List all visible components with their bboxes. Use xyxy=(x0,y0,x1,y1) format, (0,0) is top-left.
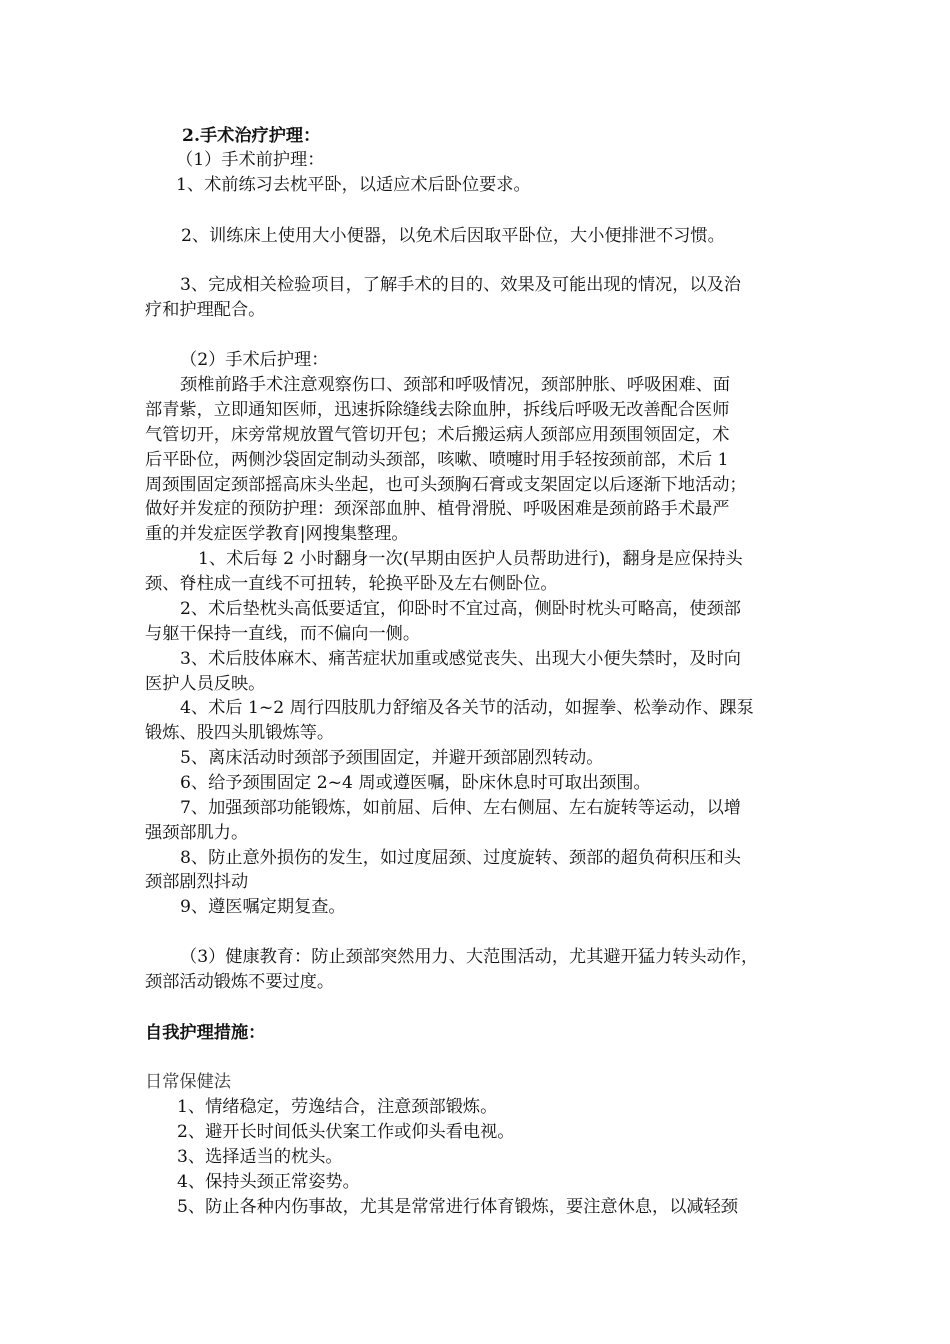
post-op-item-5: 5、离床活动时颈部予颈围固定，并避开颈部剧烈转动。 xyxy=(180,748,604,768)
post-op-item-1-line-1: 1、术后每 2 小时翻身一次(早期由医护人员帮助进行)，翻身是应保持头 xyxy=(198,549,743,569)
pre-op-heading: （1）手术前护理： xyxy=(176,150,325,170)
post-op-intro-line: 做好并发症的预防护理：颈深部血肿、植骨滑脱、呼吸困难是颈前路手术最严 xyxy=(145,499,730,519)
post-op-item-9: 9、遵医嘱定期复查。 xyxy=(180,897,346,917)
post-op-item-2-line-2: 与躯干保持一直线，而不偏向一侧。 xyxy=(145,624,421,644)
daily-care-item: 1、情绪稳定，劳逸结合，注意颈部锻炼。 xyxy=(177,1097,498,1117)
post-op-intro-line: 气管切开，床旁常规放置气管切开包；术后搬运病人颈部应用颈围领固定，术 xyxy=(145,425,730,445)
post-op-item-7-line-1: 7、加强颈部功能锻炼，如前屈、后伸、左右侧屈、左右旋转等运动，以增 xyxy=(180,798,741,818)
pre-op-item-1: 1、术前练习去枕平卧，以适应术后卧位要求。 xyxy=(176,175,531,195)
post-op-item-4-line-2: 锻炼、股四头肌锻炼等。 xyxy=(145,723,335,743)
post-op-intro-line: 重的并发症医学教育|网搜集整理。 xyxy=(145,524,409,544)
pre-op-item-2: 2、训练床上使用大小便器，以免术后因取平卧位，大小便排泄不习惯。 xyxy=(181,226,725,246)
post-op-item-4-line-1: 4、术后 1~2 周行四肢肌力舒缩及各关节的活动，如握拳、松拳动作、踝泵 xyxy=(180,698,754,718)
post-op-heading: （2）手术后护理： xyxy=(180,350,329,370)
daily-care-item: 3、选择适当的枕头。 xyxy=(177,1147,343,1167)
post-op-intro-line: 周颈围固定颈部摇高床头坐起，也可头颈胸石膏或支架固定以后逐渐下地活动； xyxy=(145,475,747,495)
self-care-title: 自我护理措施： xyxy=(145,1023,266,1043)
post-op-item-2-line-1: 2、术后垫枕头高低要适宜，仰卧时不宜过高，侧卧时枕头可略高，使颈部 xyxy=(180,599,741,619)
post-op-intro-line: 颈椎前路手术注意观察伤口、颈部和呼吸情况，颈部肿胀、呼吸困难、面 xyxy=(180,375,731,395)
post-op-intro-line: 后平卧位，两侧沙袋固定制动头颈部，咳嗽、喷嚏时用手轻按颈前部，术后 1 xyxy=(145,450,729,470)
post-op-item-7-line-2: 强颈部肌力。 xyxy=(145,823,249,843)
post-op-item-3-line-1: 3、术后肢体麻木、痛苦症状加重或感觉丧失、出现大小便失禁时，及时向 xyxy=(180,649,741,669)
health-education-line-2: 颈部活动锻炼不要过度。 xyxy=(145,972,335,992)
post-op-item-3-line-2: 医护人员反映。 xyxy=(145,674,266,694)
post-op-item-6: 6、给予颈围固定 2~4 周或遵医嘱，卧床休息时可取出颈围。 xyxy=(180,773,651,793)
pre-op-item-3-line-2: 疗和护理配合。 xyxy=(145,300,266,320)
section-title-surgery-nursing: 2.手术治疗护理： xyxy=(182,126,321,146)
post-op-item-8-line-2: 颈部剧烈抖动 xyxy=(145,872,249,892)
post-op-intro-line: 部青紫，立即通知医师，迅速拆除缝线去除血肿，拆线后呼吸无改善配合医师 xyxy=(145,400,730,420)
health-education-line-1: （3）健康教育：防止颈部突然用力、大范围活动，尤其避开猛力转头动作， xyxy=(180,947,759,967)
daily-care-heading: 日常保健法 xyxy=(145,1072,231,1092)
pre-op-item-3-line-1: 3、完成相关检验项目，了解手术的目的、效果及可能出现的情况，以及治 xyxy=(180,275,741,295)
post-op-item-1-line-2: 颈、脊柱成一直线不可扭转，轮换平卧及左右侧卧位。 xyxy=(145,574,558,594)
daily-care-item: 2、避开长时间低头伏案工作或仰头看电视。 xyxy=(177,1122,515,1142)
daily-care-item: 5、防止各种内伤事故，尤其是常常进行体育锻炼，要注意休息，以减轻颈 xyxy=(177,1197,738,1217)
post-op-item-8-line-1: 8、防止意外损伤的发生，如过度屈颈、过度旋转、颈部的超负荷积压和头 xyxy=(180,848,741,868)
daily-care-item: 4、保持头颈正常姿势。 xyxy=(177,1172,360,1192)
